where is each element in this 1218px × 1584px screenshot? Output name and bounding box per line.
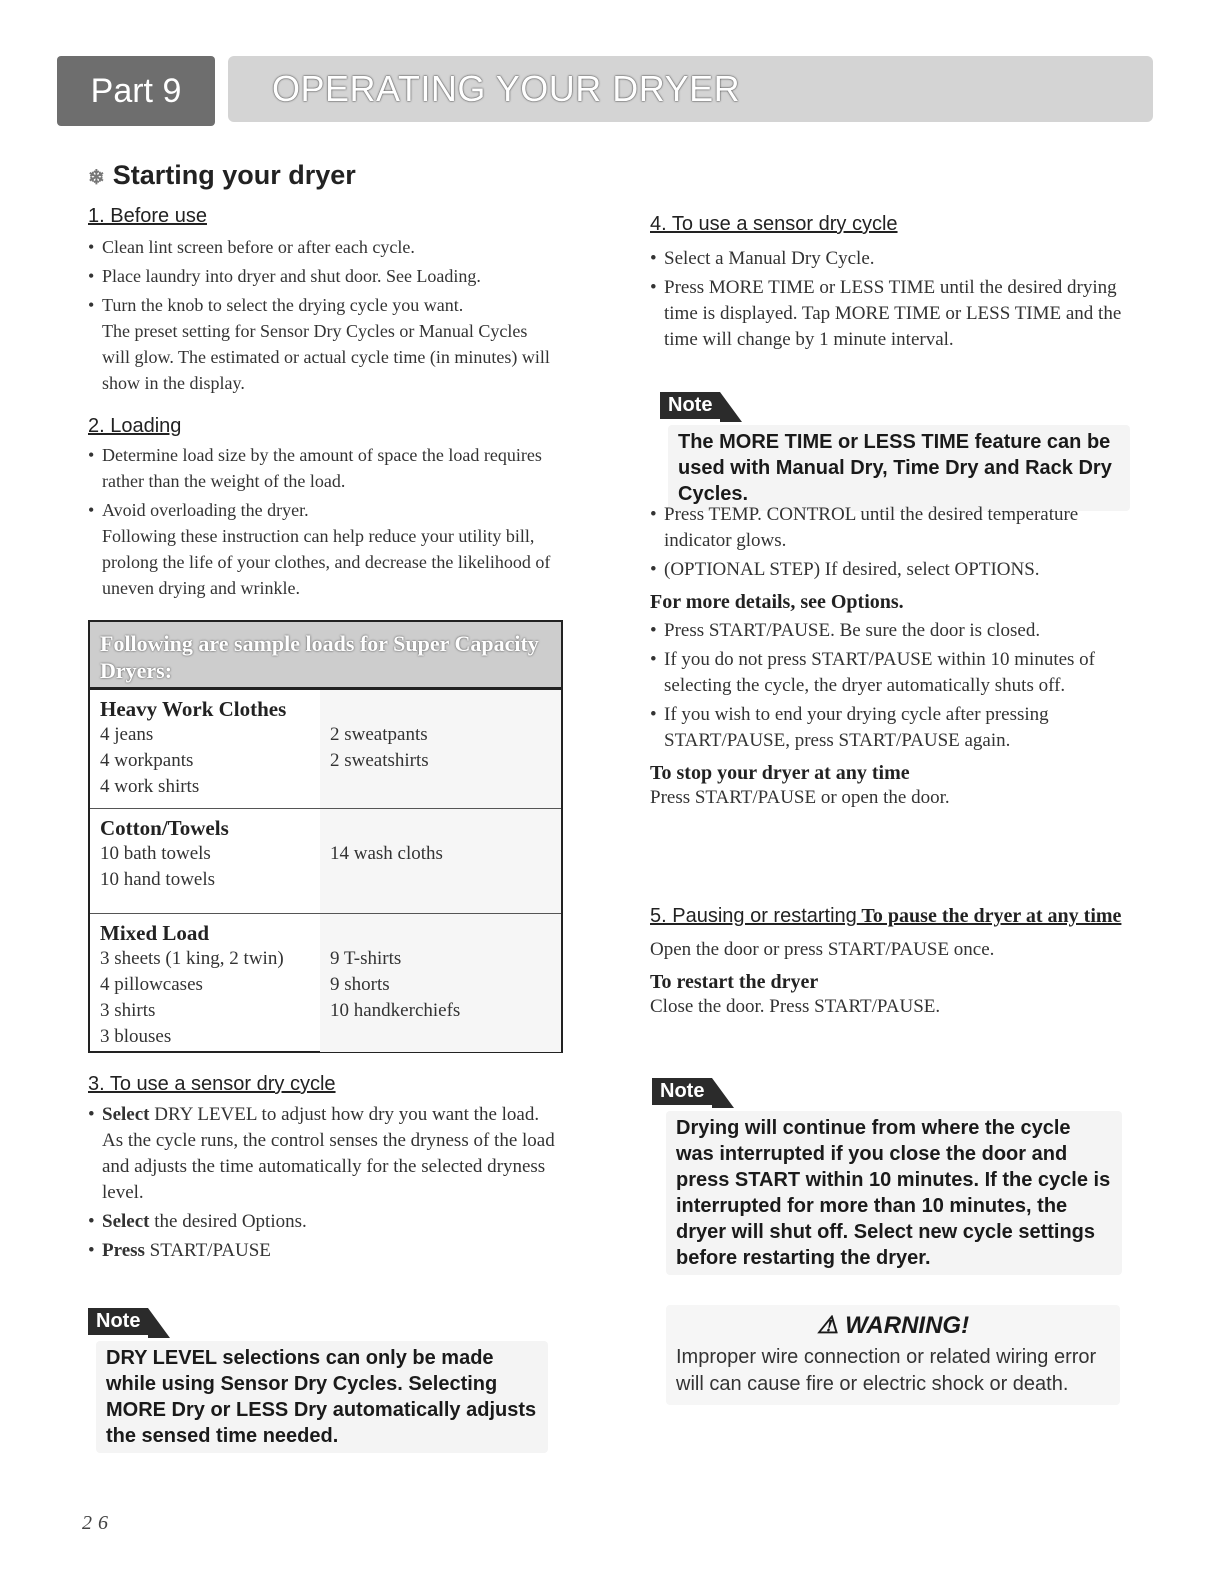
list-item-bold: Press [102,1240,145,1261]
row-left-cell [90,809,315,899]
load-title: Mixed Load [100,921,210,945]
list-item [88,497,558,601]
note-dry-level [88,1308,548,1453]
section-title [88,160,356,191]
note-text: Drying will continue from where the cycle was interrupted if you close the door and press START within 10 minutes. If the cycle is interrupted for more than 10 minutes, the dryer will shut off. Select new cycle settings before restarting the dryer. [666,1111,1122,1275]
load-item: 9 shorts [330,974,390,995]
load-title: Cotton/Towels [100,816,229,840]
stop-text: Press START/PAUSE or open the door. [650,787,950,808]
gear-icon: ❄ [88,167,105,189]
load-item: 4 pillowcases [100,974,203,995]
load-item: 9 T-shirts [330,948,402,969]
sensor-dry-heading: 4. To use a sensor dry cycle [650,213,898,235]
section-title-text: Starting your dryer [112,160,356,190]
note-badge: Note [660,392,720,419]
list-item-continuation: Following these instruction can help reduce your utility bill, prolong the life of your clothes, and decrease the likelihood of uneven drying and wrinkle. [102,526,551,598]
load-item: 3 sheets (1 king, 2 twin) [100,948,284,969]
table-row [90,690,561,809]
list-item: • Press MORE TIME or LESS TIME until the desired drying time is displayed. Tap MORE TIME or LESS TIME and the time will change by 1 minute interval. [650,275,1130,353]
note-text: DRY LEVEL selections can only be made while using Sensor Dry Cycles. Selecting MORE Dry or LESS Dry automatically adjusts the sensed time needed. [96,1341,548,1453]
list-item-text: Avoid overloading the dryer. [102,500,309,520]
temp-options-section [650,502,1130,811]
list-item: • Press START/PAUSE. Be sure the door is closed. [650,618,1130,644]
list-item: • If you do not press START/PAUSE within 10 minutes of selecting the cycle, the dryer automatically shuts off. [650,647,1130,699]
list-item-text: START/PAUSE [144,1240,271,1261]
list-item-text: DRY LEVEL to adjust how dry you want the load. As the cycle runs, the control senses the dryness of the load and adjusts the time automatically for the selected dryness level. [102,1104,555,1203]
list-item: • (OPTIONAL STEP) If desired, select OPTIONS. [650,557,1130,583]
list-item: • If you wish to end your drying cycle after pressing START/PAUSE, press START/PAUSE again. [650,702,1130,754]
note-badge: Note [88,1308,148,1335]
list-item [88,1238,558,1264]
pause-heading-serif: To pause the dryer at any time [856,905,1122,927]
list-item-text: Turn the knob to select the drying cycle you want. [102,295,464,315]
page-title: OPERATING YOUR DRYER [228,56,1153,122]
list-item-bold: Select [102,1211,150,1232]
pause-heading-sans: 5. Pausing or restarting [650,905,857,927]
load-item: 4 workpants [100,750,194,771]
temp-list [650,502,1130,583]
table-row [90,809,561,914]
warning-box [666,1305,1120,1405]
table-row [90,914,561,1052]
warning-icon: ⚠ [816,1312,839,1339]
load-item: 3 blouses [100,1026,172,1047]
stop-heading: To stop your dryer at any time [650,762,910,784]
note-badge: Note [652,1078,712,1105]
list-item-continuation: The preset setting for Sensor Dry Cycles or Manual Cycles will glow. The estimated or actual cycle time (in minutes) will show in the display. [102,321,550,393]
list-item [88,1102,558,1206]
details-heading: For more details, see Options. [650,591,904,613]
before-use-list [88,234,558,396]
load-item: 3 shirts [100,1000,156,1021]
list-item-bold: Select [102,1104,150,1125]
table-header: Following are sample loads for Super Capacity Dryers: [90,622,561,690]
load-title: Heavy Work Clothes [100,697,287,721]
row-right-cell [320,914,561,1052]
load-item: 2 sweatpants [330,724,428,745]
list-item: • Determine load size by the amount of space the load requires rather than the weight of the load. [88,442,558,494]
list-item [88,1209,558,1235]
load-item: 10 handkerchiefs [330,1000,461,1021]
loading-heading: 2. Loading [88,415,182,437]
list-item [88,292,558,396]
warning-title [666,1305,1120,1340]
note-text: The MORE TIME or LESS TIME feature can be used with Manual Dry, Time Dry and Rack Dry Cycles. [668,425,1130,511]
row-left-cell [90,690,315,806]
loading-list [88,442,558,601]
part-tab: Part 9 [57,56,215,126]
pause-restart-section [650,903,1130,1020]
list-item-text: the desired Options. [149,1211,307,1232]
load-item: 10 bath towels [100,843,211,864]
warning-title-text: WARNING! [845,1312,970,1339]
row-right-cell [320,809,561,913]
load-item: 14 wash cloths [330,843,443,864]
list-item: • Select a Manual Dry Cycle. [650,246,1130,272]
row-right-cell [320,690,561,808]
pause-text: Open the door or press START/PAUSE once. [650,939,995,960]
sensor-dry-heading: 3. To use a sensor dry cycle [88,1073,336,1095]
list-item: • Clean lint screen before or after each cycle. [88,234,558,260]
before-use-section [88,205,558,399]
restart-heading: To restart the dryer [650,971,819,993]
sensor-dry-list [650,246,1130,353]
list-item: • Press TEMP. CONTROL until the desired temperature indicator glows. [650,502,1130,554]
restart-text: Close the door. Press START/PAUSE. [650,996,941,1017]
sensor-dry-list [88,1102,558,1264]
load-item: 4 work shirts [100,776,200,797]
load-item: 10 hand towels [100,869,216,890]
sensor-dry-section-4 [650,213,1130,356]
pause-heading [650,903,1130,931]
load-item: 2 sweatshirts [330,750,429,771]
note-more-less-time [660,392,1130,511]
start-list [650,618,1130,754]
row-left-cell [90,914,315,1056]
sample-loads-table [88,620,563,1053]
list-item: • Place laundry into dryer and shut door. See Loading. [88,263,558,289]
load-item: 4 jeans [100,724,154,745]
before-use-heading: 1. Before use [88,205,207,227]
page-number: 26 [82,1512,114,1534]
note-drying-continue [652,1078,1122,1275]
warning-text: Improper wire connection or related wiring error will can cause fire or electric shock or death. [676,1346,1097,1395]
sensor-dry-section-3 [88,1073,558,1267]
loading-section [88,415,558,604]
